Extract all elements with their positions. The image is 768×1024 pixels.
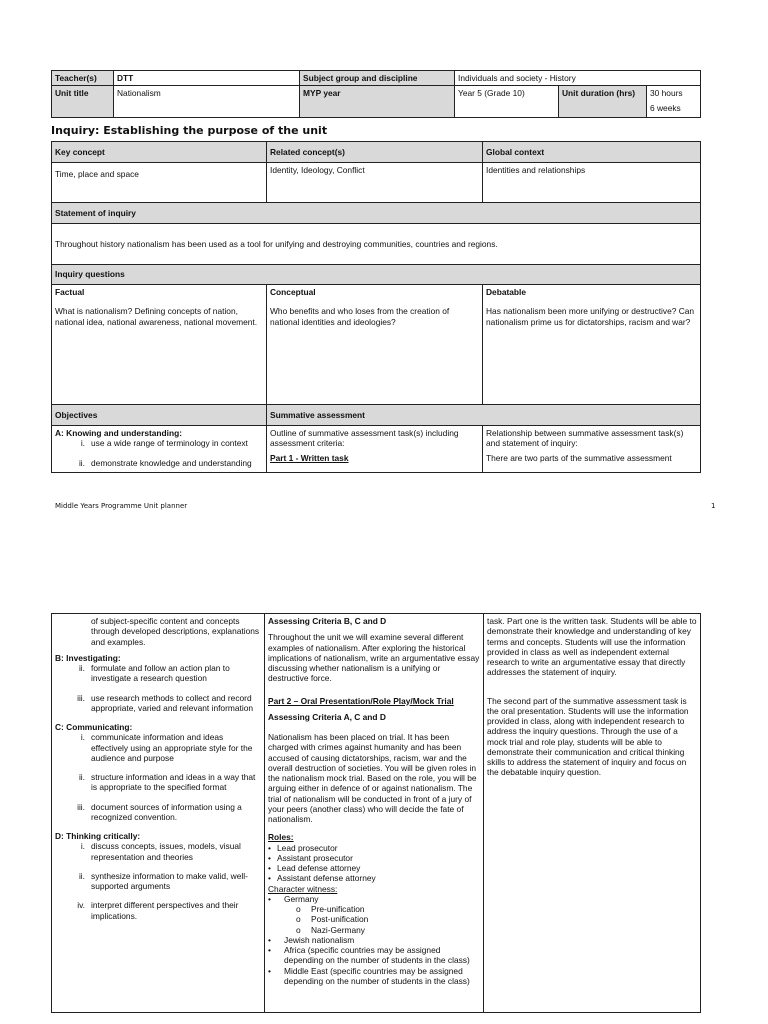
relationship-continued-1: task. Part one is the written task. Students will be able to demonstrate their knowledge and understanding of key terms and concepts. Students will use the information provided in class as well as independent external research to write an argumentative essay that directly addresses the statement of inquiry. <box>487 616 697 678</box>
duration-hours: 30 hours <box>650 88 683 99</box>
list-item <box>55 871 261 892</box>
factual-value: What is nationalism? Defining concepts of nation, national idea, national awareness, national movement. <box>55 306 258 327</box>
list-text: Pre-unification <box>311 904 365 914</box>
factual-label: Factual <box>55 287 85 297</box>
list-text: formulate and follow an action plan to investigate a research question <box>91 663 230 684</box>
unit-title-value: Nationalism <box>114 86 300 118</box>
page-number: 1 <box>711 502 716 510</box>
list-num: ii. <box>78 457 85 468</box>
bullet-icon: • <box>268 893 271 904</box>
list-item <box>55 732 261 763</box>
conceptual-value: Who benefits and who loses from the creation of national identities and ideologies? <box>270 306 450 327</box>
part2-description: Nationalism has been placed on trial. It has been charged with crimes against humanity and has been accused of causing dictatorships, racism, war and the overall destruction of societies. You will be given roles in the nationalism mock trial. Based on the role, you will be arguing either in defence of or against nationalism. The trial of nationalism will be conducted in front of a jury of your peers (another class) who will decide the fate of nationalism. <box>268 732 477 824</box>
list-item <box>268 925 480 935</box>
list-item <box>55 663 261 684</box>
objective-a-continued: of subject-specific content and concepts through developed descriptions, explanations and examples. <box>91 616 260 647</box>
list-item <box>268 853 480 863</box>
objective-a-title: A: Knowing and understanding: <box>55 428 183 438</box>
objective-d-title: D: Thinking critically: <box>55 831 141 841</box>
global-context-label: Global context <box>483 142 701 163</box>
character-title: Character witness: <box>268 883 338 894</box>
list-item <box>268 966 480 987</box>
list-num: i. <box>80 841 85 852</box>
debatable-cell <box>483 285 701 405</box>
objectives-continued-cell <box>52 614 265 1013</box>
list-text: Post-unification <box>311 914 369 925</box>
objective-c-title: C: Communicating: <box>55 722 133 732</box>
conceptual-cell <box>267 285 483 405</box>
list-item <box>55 841 261 862</box>
subject-value: Individuals and society - History <box>455 71 701 86</box>
list-text: use research methods to collect and record appropriate, varied and relevant information <box>91 692 254 713</box>
key-concept-value: Time, place and space <box>52 163 267 203</box>
factual-cell <box>52 285 267 405</box>
list-text: Middle East (specific countries may be assigned depending on the number of students in the class) <box>284 965 470 986</box>
list-text: Assistant prosecutor <box>277 852 353 863</box>
bullet-icon: • <box>268 863 271 873</box>
bullet-icon: • <box>268 873 271 884</box>
global-context-value: Identities and relationships <box>483 163 701 203</box>
bullet-icon: • <box>268 852 271 863</box>
list-num: ii. <box>78 870 85 881</box>
list-text: Africa (specific countries may be assigned depending on the number of students in the class) <box>284 945 470 966</box>
criteria-bcd: Assessing Criteria B, C and D <box>268 616 387 626</box>
list-item <box>268 894 480 904</box>
summative-outline-cell <box>267 426 483 473</box>
continuation-table <box>51 613 701 1013</box>
list-text: discuss concepts, issues, models, visual representation and theories <box>91 841 241 862</box>
list-item <box>55 802 261 823</box>
part1-title: Part 1 - Written task <box>270 452 349 463</box>
list-item <box>55 772 261 793</box>
teacher-value: DTT <box>114 71 300 86</box>
list-text: Assistant defense attorney <box>277 873 376 884</box>
bullet-icon: • <box>268 934 271 945</box>
list-item <box>268 863 480 873</box>
list-item <box>268 945 480 966</box>
list-text: Nazi-Germany <box>311 924 365 935</box>
list-num: i. <box>80 438 85 449</box>
part2-title: Part 2 – Oral Presentation/Role Play/Mock Trial <box>268 695 454 706</box>
list-item <box>268 904 480 914</box>
relationship-start: There are two parts of the summative assessment <box>486 452 672 463</box>
relationship-text: Relationship between summative assessment task(s) and statement of inquiry: <box>486 428 684 449</box>
list-item <box>268 873 480 883</box>
list-text: structure information and ideas in a way that is appropriate to the specified format <box>91 772 256 793</box>
teacher-label: Teacher(s) <box>52 71 114 86</box>
list-text: document sources of information using a recognized convention. <box>91 801 242 822</box>
list-text: use a wide range of terminology in context <box>91 438 248 449</box>
duration-weeks: 6 weeks <box>650 102 681 113</box>
list-num: i. <box>80 732 85 743</box>
part1-description: Throughout the unit we will examine several different examples of nationalism. After exploring the historical implications of nationalism, write an argumentative essay discussing whether nationalism is a unifying or destructive force. <box>268 632 480 684</box>
criteria-acd: Assessing Criteria A, C and D <box>268 711 386 722</box>
related-concepts-value: Identity, Ideology, Conflict <box>267 163 483 203</box>
list-item <box>55 900 261 921</box>
summative-label: Summative assessment <box>267 405 701 426</box>
list-text: Lead prosecutor <box>277 842 338 853</box>
objective-b-title: B: Investigating: <box>55 652 121 663</box>
summative-continued-cell <box>265 614 484 1013</box>
circle-bullet-icon: o <box>296 924 301 935</box>
list-num: ii. <box>78 772 85 782</box>
unit-title-label: Unit title <box>52 86 114 118</box>
list-item <box>55 693 261 714</box>
myp-year-label: MYP year <box>300 86 455 118</box>
objectives-label: Objectives <box>52 405 267 426</box>
list-text: demonstrate knowledge and understanding <box>91 457 252 468</box>
statement-label: Statement of inquiry <box>52 203 701 224</box>
footer-label: Middle Years Programme Unit planner <box>55 502 188 510</box>
list-text: interpret different perspectives and their implications. <box>91 900 239 921</box>
inquiry-questions-label: Inquiry questions <box>52 265 701 285</box>
bullet-icon: • <box>268 842 271 853</box>
outline-text: Outline of summative assessment task(s) including assessment criteria: <box>270 428 459 449</box>
list-item <box>55 458 263 468</box>
circle-bullet-icon: o <box>296 904 301 914</box>
list-text: Germany <box>284 893 319 904</box>
related-concepts-label: Related concept(s) <box>267 142 483 163</box>
inquiry-heading: Inquiry: Establishing the purpose of the unit <box>51 124 328 137</box>
debatable-value: Has nationalism been more unifying or destructive? Can nationalism prime us for dictatorships, racism and war? <box>486 306 695 327</box>
duration-label: Unit duration (hrs) <box>559 86 647 118</box>
debatable-label: Debatable <box>486 287 527 297</box>
conceptual-label: Conceptual <box>270 287 316 297</box>
list-text: Jewish nationalism <box>284 934 355 945</box>
roles-title: Roles: <box>268 832 294 843</box>
list-num: iii. <box>77 692 85 703</box>
list-text: synthesize information to make valid, well-supported arguments <box>91 870 248 891</box>
list-item <box>55 438 263 448</box>
list-num: iii. <box>77 801 85 812</box>
list-num: ii. <box>78 663 85 673</box>
statement-value: Throughout history nationalism has been used as a tool for unifying and destroying communities, countries and regions. <box>52 224 701 265</box>
duration-value <box>647 86 701 118</box>
key-concept-label: Key concept <box>52 142 267 163</box>
inquiry-table <box>51 141 701 473</box>
relationship-continued-cell <box>484 614 701 1013</box>
objective-a-cell <box>52 426 267 473</box>
list-text: communicate information and ideas effectively using an appropriate style for the audience and purpose <box>91 732 253 763</box>
myp-year-value: Year 5 (Grade 10) <box>455 86 559 118</box>
list-item <box>268 914 480 924</box>
bullet-icon: • <box>268 945 271 955</box>
list-text: Lead defense attorney <box>277 863 361 873</box>
subject-label: Subject group and discipline <box>300 71 455 86</box>
list-num: iv. <box>77 900 85 911</box>
list-item <box>268 843 480 853</box>
relationship-cell <box>483 426 701 473</box>
bullet-icon: • <box>268 965 271 976</box>
circle-bullet-icon: o <box>296 914 301 925</box>
unit-header-table <box>51 70 701 118</box>
relationship-continued-2: The second part of the summative assessment task is the oral presentation. Students will use the information provided in class, along with independent research to address the inquiry questions. Through the use of a mock trial and role play, students will be able to demonstrate their communication and critical thinking skills to address the statement of inquiry and focus on the debatable inquiry question. <box>487 695 689 778</box>
list-item <box>268 935 480 945</box>
